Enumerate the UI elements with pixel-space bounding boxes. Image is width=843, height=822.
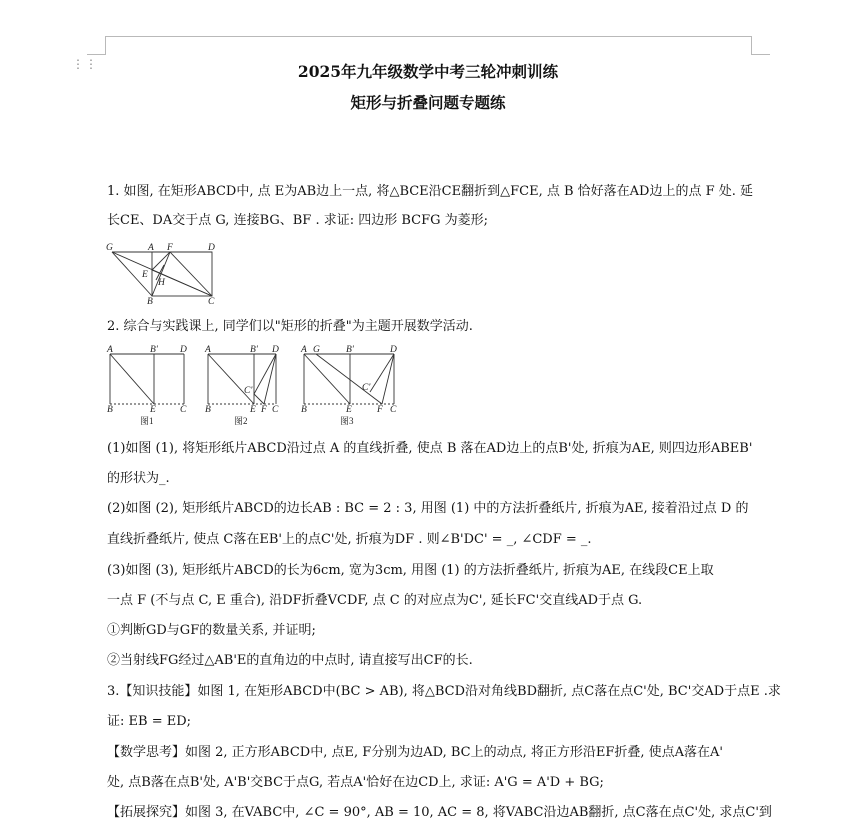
fig3-label-b: B xyxy=(301,405,307,415)
p1-label-e: E xyxy=(142,270,148,280)
problem-2-q3-part-b: ②当射线FG经过△AB'E的直角边的中点时, 请直接写出CF的长. xyxy=(107,653,473,668)
fig2-label-a: A xyxy=(205,345,211,355)
fig3-label-a: A xyxy=(301,345,307,355)
p1-label-a: A xyxy=(148,243,154,253)
p1-label-c: C xyxy=(208,297,215,306)
document-title: 2025年九年级数学中考三轮冲刺训练 xyxy=(297,62,559,81)
problem-2-q2-line-1: (2)如图 (2), 矩形纸片ABCD的边长AB : BC = 2 : 3, 用图 (1) 中的方法折叠纸片, 折痕为AE, 接着沿过点 D 的 xyxy=(107,501,749,516)
fig3-label-e: E xyxy=(346,405,352,415)
problem-2-q3-part-a: ①判断GD与GF的数量关系, 并证明; xyxy=(107,623,316,638)
fig3-label-g: G xyxy=(313,345,320,355)
problem-2-q2-line-2: 直线折叠纸片, 使点 C落在EB'上的点C'处, 折痕为DF . 则∠B'DC' = _, ∠CDF = _. xyxy=(107,532,592,547)
problem-3-line-1: 3.【知识技能】如图 1, 在矩形ABCD中(BC > AB), 将△BCD沿对角线BD翻折, 点C落在点C'处, BC'交AD于点E .求 xyxy=(107,684,781,699)
fig1-label-d: D xyxy=(180,345,187,355)
fig1-label-c: C xyxy=(180,405,187,415)
problem-2-q1-line-2: 的形状为_. xyxy=(107,471,170,486)
problem-3-line-3: 【数学思考】如图 2, 正方形ABCD中, 点E, F分别为边AD, BC上的动点, 将正方形沿EF折叠, 使点A落在A' xyxy=(107,745,724,760)
fig2-label-cprime: C' xyxy=(244,386,253,396)
fig3-label-d: D xyxy=(390,345,397,355)
problem-2-q1-line-1: (1)如图 (1), 将矩形纸片ABCD沿过点 A 的直线折叠, 使点 B 落在AD边上的点B'处, 折痕为AE, 则四边形ABEB' xyxy=(107,441,753,456)
fig1-label-bprime: B' xyxy=(150,345,158,355)
problem-1-line-1: 1. 如图, 在矩形ABCD中, 点 E为AB边上一点, 将△BCE沿CE翻折到△FCE, 点 B 恰好落在AD边上的点 F 处. 延 xyxy=(107,184,754,199)
fig1-label-e: E xyxy=(150,405,156,415)
problem-3-line-4: 处, 点B落在点B'处, A'B'交BC于点G, 若点A'恰好在边CD上, 求证: A'G = A'D + BG; xyxy=(107,775,604,790)
fig2-label-f: F xyxy=(261,405,267,415)
problem-2-intro: 2. 综合与实践课上, 同学们以"矩形的折叠"为主题开展数学活动. xyxy=(107,319,473,334)
problem-1-line-2: 长CE、DA交于点 G, 连接BG、BF . 求证: 四边形 BCFG 为菱形; xyxy=(107,213,489,228)
fig3-label-c: C xyxy=(390,405,397,415)
p1-label-b: B xyxy=(147,297,153,306)
fig1-label-b: B xyxy=(107,405,113,415)
page-corner-mark-right xyxy=(751,36,770,55)
fig3-caption: 图3 xyxy=(340,416,354,426)
problem-2-q3-line-2: 一点 F (不与点 C, E 重合), 沿DF折叠VCDF, 点 C 的对应点为C', 延长FC'交直线AD于点 G. xyxy=(107,593,643,608)
fig1-caption: 图1 xyxy=(140,416,154,426)
problem-2-q3-line-1: (3)如图 (3), 矩形纸片ABCD的长为6cm, 宽为3cm, 用图 (1) 的方法折叠纸片, 折痕为AE, 在线段CE上取 xyxy=(107,563,714,578)
fig3-label-cprime: C' xyxy=(362,383,371,393)
problem-3-line-5: 【拓展探究】如图 3, 在VABC中, ∠C = 90°, AB = 10, AC = 8, 将VABC沿边AB翻折, 点C落在点C'处, 求点C'到 xyxy=(107,805,772,820)
problem-2-figures xyxy=(104,344,404,428)
fig2-label-b: B xyxy=(205,405,211,415)
drag-handle-icon[interactable]: ⋮⋮ xyxy=(72,57,98,71)
fig3-label-f: F xyxy=(377,405,383,415)
p1-label-g: G xyxy=(106,243,113,253)
problem-3-line-2: 证: EB = ED; xyxy=(107,714,192,729)
page-top-border xyxy=(105,36,751,37)
problem-1-figure xyxy=(104,240,224,306)
p1-label-d: D xyxy=(208,243,215,253)
fig2-label-d: D xyxy=(272,345,279,355)
page-corner-mark-left xyxy=(87,36,106,55)
p1-label-f: F xyxy=(167,243,173,253)
fig3-label-bprime: B' xyxy=(346,345,354,355)
fig2-label-c: C xyxy=(272,405,279,415)
fig1-label-a: A xyxy=(107,345,113,355)
p1-label-h: H xyxy=(158,278,165,288)
fig2-label-bprime: B' xyxy=(250,345,258,355)
document-subtitle: 矩形与折叠问题专题练 xyxy=(350,93,506,112)
fig2-label-e: E xyxy=(250,405,256,415)
fig2-caption: 图2 xyxy=(234,416,248,426)
